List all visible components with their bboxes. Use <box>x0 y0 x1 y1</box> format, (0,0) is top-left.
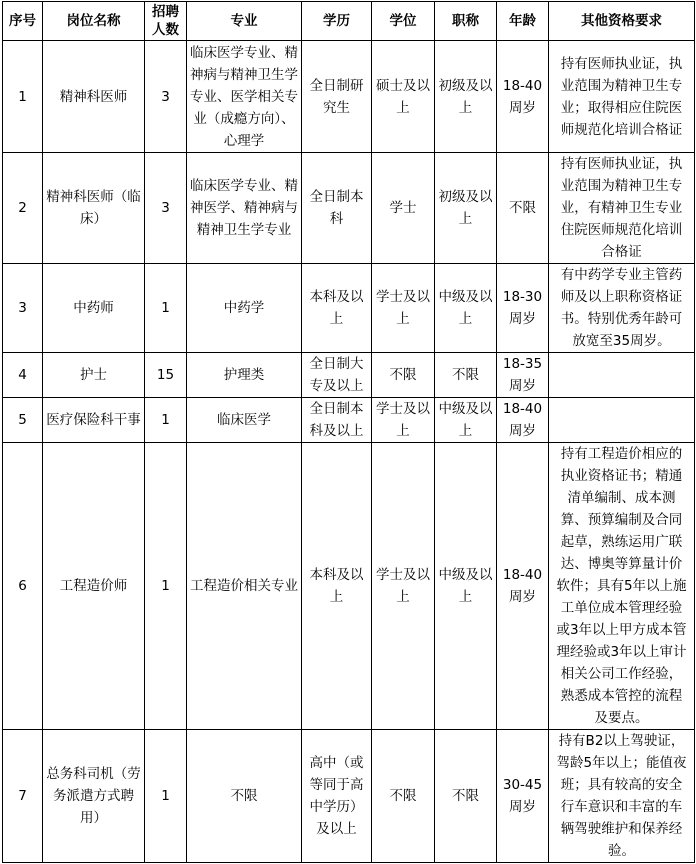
cell-age: 18-40周岁 <box>497 398 549 443</box>
recruitment-table <box>2 1 695 863</box>
cell-title: 不限 <box>435 730 497 863</box>
cell-degree: 硕士及以上 <box>372 41 435 153</box>
cell-position: 总务科司机（劳务派遣方式聘用） <box>43 730 145 863</box>
cell-degree: 学士及以上 <box>372 398 435 443</box>
cell-no: 7 <box>3 730 43 863</box>
header-degree: 学位 <box>372 2 435 41</box>
cell-education: 高中（或等同于高中学历）及以上 <box>302 730 372 863</box>
cell-degree: 学士及以上 <box>372 443 435 730</box>
cell-count: 1 <box>145 264 187 353</box>
cell-other: 持有工程造价相应的执业资格证书；精通清单编制、成本测算、预算编制及合同起草，熟练运用广联达、博奥等算量计价软件；具有5年以上施工单位成本管理经验或3年以上甲方成本管理经验或3年以上审计相关公司工作经验，熟悉成本管控的流程及要点。 <box>549 443 695 730</box>
cell-other <box>549 353 695 398</box>
cell-age: 30-45周岁 <box>497 730 549 863</box>
cell-age: 18-35周岁 <box>497 353 549 398</box>
cell-position: 工程造价师 <box>43 443 145 730</box>
cell-other: 持有B2以上驾驶证，驾龄5年以上；能值夜班；具有较高的安全行车意识和丰富的车辆驾驶维护和保养经验。 <box>549 730 695 863</box>
header-position: 岗位名称 <box>43 2 145 41</box>
cell-education: 全日制本科及以上 <box>302 398 372 443</box>
table-row <box>3 398 695 443</box>
cell-degree: 学士及以上 <box>372 264 435 353</box>
table-row <box>3 41 695 153</box>
cell-education: 全日制研究生 <box>302 41 372 153</box>
cell-count: 15 <box>145 353 187 398</box>
header-other: 其他资格要求 <box>549 2 695 41</box>
cell-other: 持有医师执业证，执业范围为精神卫生专业，有精神卫生专业住院医师规范化培训合格证 <box>549 153 695 264</box>
cell-education: 本科及以上 <box>302 443 372 730</box>
cell-major: 临床医学专业、精神病与精神卫生学专业、医学相关专业（成瘾方向）、心理学 <box>187 41 302 153</box>
header-no: 序号 <box>3 2 43 41</box>
cell-major: 工程造价相关专业 <box>187 443 302 730</box>
header-title: 职称 <box>435 2 497 41</box>
cell-title: 初级及以上 <box>435 153 497 264</box>
cell-count: 1 <box>145 443 187 730</box>
table-row <box>3 264 695 353</box>
cell-position: 护士 <box>43 353 145 398</box>
cell-count: 1 <box>145 398 187 443</box>
cell-degree: 不限 <box>372 730 435 863</box>
cell-no: 3 <box>3 264 43 353</box>
cell-position: 精神科医师（临床） <box>43 153 145 264</box>
cell-title: 不限 <box>435 353 497 398</box>
cell-age: 18-30周岁 <box>497 264 549 353</box>
cell-count: 1 <box>145 730 187 863</box>
cell-count: 3 <box>145 153 187 264</box>
cell-major: 中药学 <box>187 264 302 353</box>
cell-title: 中级及以上 <box>435 398 497 443</box>
cell-count: 3 <box>145 41 187 153</box>
cell-other <box>549 398 695 443</box>
cell-other: 持有医师执业证，执业范围为精神卫生专业；取得相应住院医师规范化培训合格证 <box>549 41 695 153</box>
cell-title: 初级及以上 <box>435 41 497 153</box>
cell-age: 不限 <box>497 153 549 264</box>
cell-age: 18-40周岁 <box>497 443 549 730</box>
cell-position: 医疗保险科干事 <box>43 398 145 443</box>
cell-position: 中药师 <box>43 264 145 353</box>
cell-title: 中级及以上 <box>435 443 497 730</box>
table-row <box>3 730 695 863</box>
table-row <box>3 443 695 730</box>
cell-position: 精神科医师 <box>43 41 145 153</box>
cell-no: 1 <box>3 41 43 153</box>
header-major: 专业 <box>187 2 302 41</box>
cell-degree: 不限 <box>372 353 435 398</box>
cell-major: 临床医学专业、精神医学、精神病与精神卫生学专业 <box>187 153 302 264</box>
table-row <box>3 353 695 398</box>
cell-no: 4 <box>3 353 43 398</box>
cell-education: 全日制大专及以上 <box>302 353 372 398</box>
header-education: 学历 <box>302 2 372 41</box>
cell-education: 全日制本科 <box>302 153 372 264</box>
header-count: 招聘人数 <box>145 2 187 41</box>
header-age: 年龄 <box>497 2 549 41</box>
cell-no: 6 <box>3 443 43 730</box>
cell-degree: 学士 <box>372 153 435 264</box>
cell-no: 2 <box>3 153 43 264</box>
header-row <box>3 2 695 41</box>
cell-title: 中级及以上 <box>435 264 497 353</box>
cell-other: 有中药学专业主管药师及以上职称资格证书。特别优秀年龄可放宽至35周岁。 <box>549 264 695 353</box>
cell-major: 不限 <box>187 730 302 863</box>
cell-age: 18-40周岁 <box>497 41 549 153</box>
cell-education: 本科及以上 <box>302 264 372 353</box>
cell-no: 5 <box>3 398 43 443</box>
cell-major: 护理类 <box>187 353 302 398</box>
table-row <box>3 153 695 264</box>
cell-major: 临床医学 <box>187 398 302 443</box>
